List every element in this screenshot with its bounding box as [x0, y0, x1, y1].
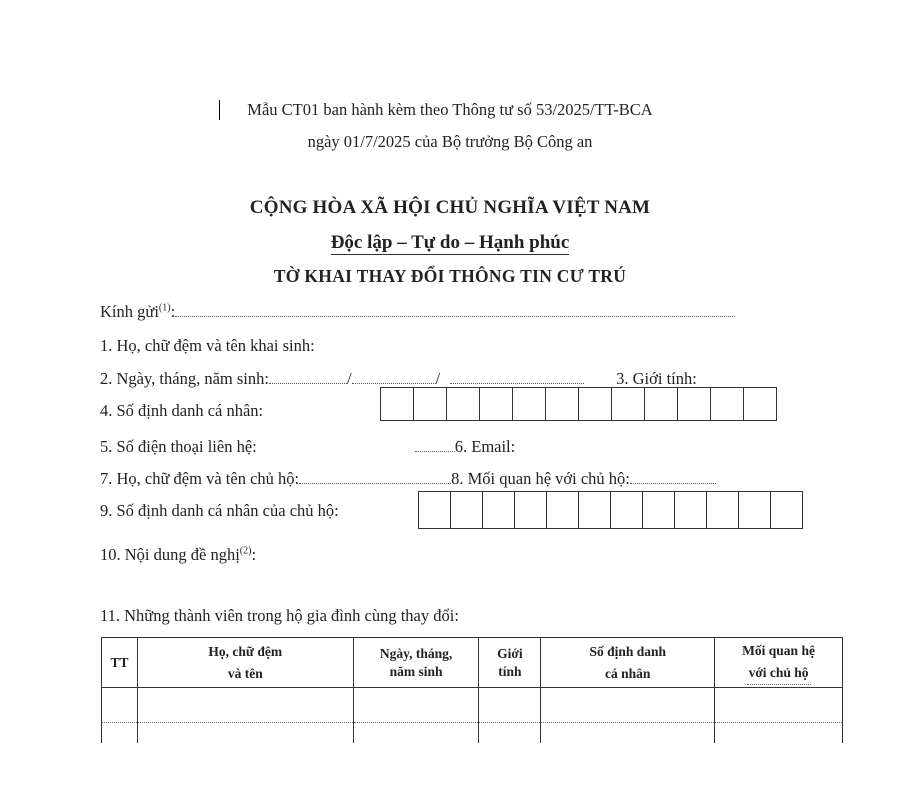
table-cell[interactable]: [479, 723, 541, 744]
table-cell[interactable]: [353, 688, 479, 723]
table-cell[interactable]: [353, 723, 479, 744]
request-colon: :: [251, 545, 257, 564]
table-cell[interactable]: [715, 688, 843, 723]
members-table: [101, 637, 843, 743]
table-row[interactable]: [102, 688, 843, 723]
nation-heading: CỘNG HÒA XÃ HỘI CHỦ NGHĨA VIỆT NAM: [249, 197, 651, 218]
table-header-row: [102, 638, 843, 688]
dob-slash-2: /: [435, 369, 441, 388]
motto-heading: [0, 232, 900, 254]
head-line[interactable]: [100, 469, 716, 489]
table-cell[interactable]: [715, 723, 843, 744]
table-cell[interactable]: [137, 723, 353, 744]
header-gender: Giới tính: [479, 638, 541, 688]
dob-day-fill[interactable]: [269, 369, 347, 384]
phone-fill[interactable]: [415, 437, 455, 452]
form-note-line-1: Mẫu CT01 ban hành kèm theo Thông tư số 53/2025/TT-BCA: [247, 100, 653, 119]
relation-fill[interactable]: [630, 469, 716, 484]
header-dob: Ngày, tháng, năm sinh: [353, 638, 479, 688]
phone-label: 5. Số điện thoại liên hệ:: [100, 437, 257, 456]
relation-label: 8. Mối quan hệ với chủ hộ:: [451, 469, 630, 488]
id-number-label: 4. Số định danh cá nhân:: [100, 401, 264, 420]
table-cell[interactable]: [102, 723, 138, 744]
request-label: 10. Nội dung đề nghị: [100, 545, 240, 564]
recipient-footnote: (1): [158, 302, 171, 314]
head-name-label: 7. Họ, chữ đệm và tên chủ hộ:: [100, 469, 300, 488]
request-footnote: (2): [239, 545, 252, 557]
phone-line[interactable]: [100, 437, 515, 457]
dob-year-fill[interactable]: [450, 369, 584, 384]
table-cell[interactable]: [102, 688, 138, 723]
recipient-fill[interactable]: [175, 302, 735, 317]
dob-slash-1: /: [346, 369, 352, 388]
table-row[interactable]: [102, 723, 843, 744]
recipient-label: Kính gửi: [100, 302, 159, 321]
table-cell[interactable]: [541, 688, 715, 723]
dob-label: 2. Ngày, tháng, năm sinh:: [100, 369, 269, 388]
gender-label: 3. Giới tính:: [616, 369, 697, 388]
header-relation: Mối quan hệ với chủ hộ: [715, 638, 843, 688]
table-cell[interactable]: [479, 688, 541, 723]
request-line[interactable]: [100, 545, 256, 565]
dob-line[interactable]: [100, 369, 697, 389]
table-cell[interactable]: [137, 688, 353, 723]
head-id-boxes[interactable]: [418, 491, 803, 529]
header-tt: TT: [102, 638, 138, 688]
recipient-line[interactable]: Kính gửi$^{(1)}$:: [100, 302, 735, 322]
form-title: TỜ KHAI THAY ĐỔI THÔNG TIN CƯ TRÚ: [273, 266, 627, 286]
full-name-label: 1. Họ, chữ đệm và tên khai sinh:: [100, 336, 315, 355]
full-name-line[interactable]: [100, 336, 315, 356]
table-cell[interactable]: [541, 723, 715, 744]
id-number-boxes[interactable]: [380, 387, 777, 421]
header-name: Họ, chữ đệm và tên: [137, 638, 353, 688]
members-title: 11. Những thành viên trong hộ gia đình cùng thay đổi:: [100, 606, 459, 625]
header-id: Số định danh cá nhân: [541, 638, 715, 688]
head-name-fill[interactable]: [299, 469, 451, 484]
dob-month-fill[interactable]: [352, 369, 436, 384]
head-id-label: 9. Số định danh cá nhân của chủ hộ:: [100, 501, 339, 520]
motto-text: Độc lập – Tự do – Hạnh phúc: [330, 232, 570, 253]
email-label: 6. Email:: [454, 437, 516, 456]
form-note-line-2: ngày 01/7/2025 của Bộ trưởng Bộ Công an: [307, 132, 593, 151]
